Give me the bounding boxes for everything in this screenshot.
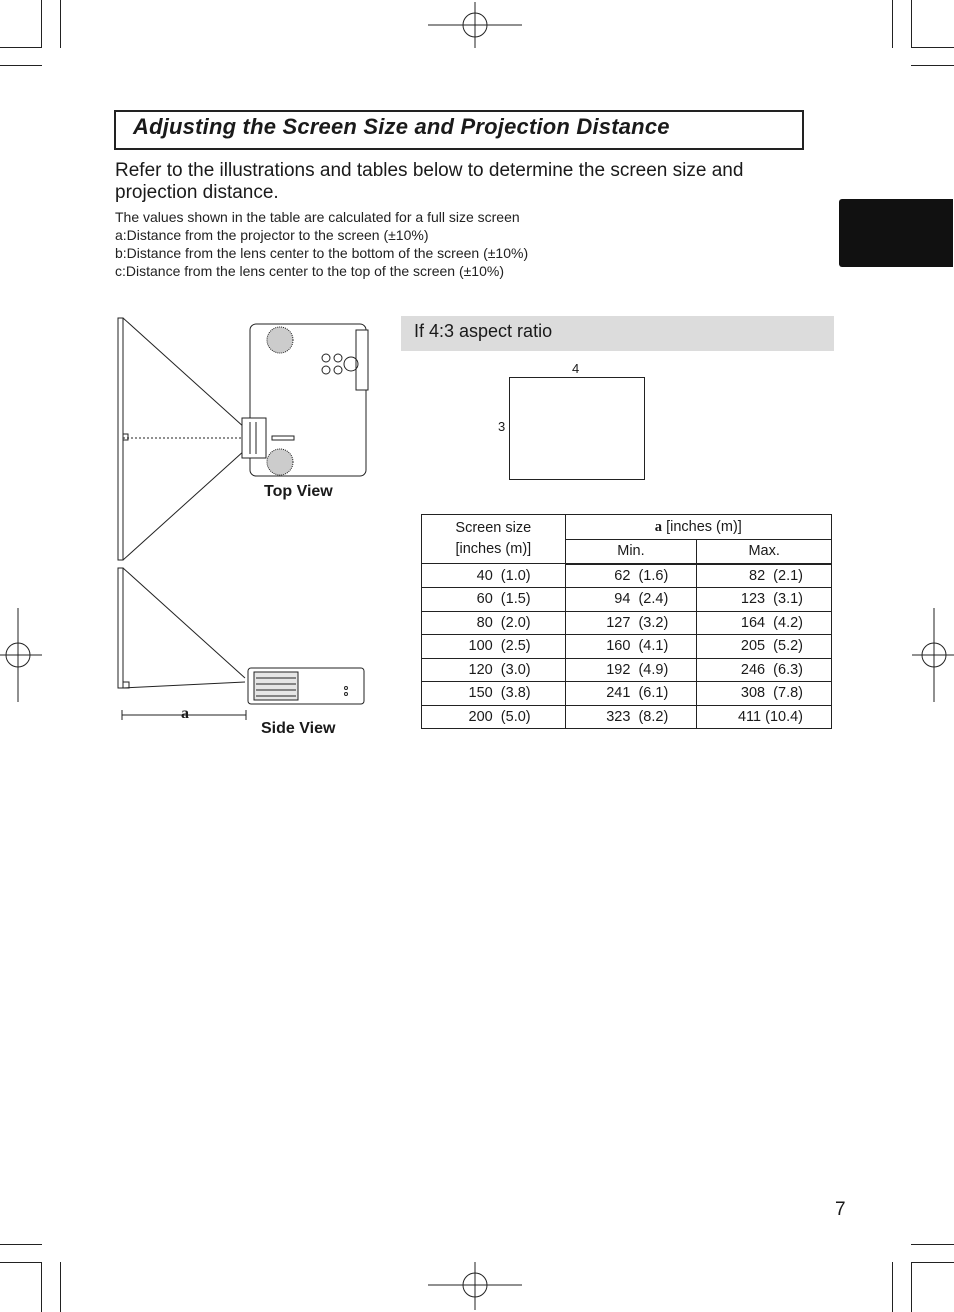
max-distance-cell: 123 (3.1)	[697, 588, 832, 612]
max-distance-cell: 411 (10.4)	[697, 705, 832, 729]
side-view-label: Side View	[261, 720, 336, 737]
max-distance-cell: 246 (6.3)	[697, 658, 832, 682]
table-row	[422, 705, 832, 729]
aspect-height-label: 3	[498, 419, 506, 434]
note-a: a:Distance from the projector to the screen (±10%)	[115, 227, 429, 243]
max-distance-cell: 205 (5.2)	[697, 635, 832, 659]
screen-size-cell: 60 (1.5)	[422, 588, 566, 612]
max-header: Max.	[697, 540, 832, 564]
min-distance-cell: 241 (6.1)	[565, 682, 697, 706]
min-distance-cell: 62 (1.6)	[565, 564, 697, 588]
screen-size-cell: 100 (2.5)	[422, 635, 566, 659]
min-distance-cell: 94 (2.4)	[565, 588, 697, 612]
aspect-ratio-header	[401, 316, 834, 351]
min-distance-cell: 160 (4.1)	[565, 635, 697, 659]
min-distance-cell: 127 (3.2)	[565, 611, 697, 635]
screen-size-header: Screen size [inches (m)]	[422, 515, 566, 564]
screen-size-cell: 200 (5.0)	[422, 705, 566, 729]
table-row	[422, 588, 832, 612]
note-c: c:Distance from the lens center to the top of the screen (±10%)	[115, 263, 504, 279]
aspect-ratio-title: If 4:3 aspect ratio	[414, 321, 553, 341]
projection-distance-table	[421, 514, 832, 729]
projection-illustration	[110, 310, 380, 750]
page-number: 7	[835, 1199, 846, 1220]
max-distance-cell: 82 (2.1)	[697, 564, 832, 588]
table-row	[422, 682, 832, 706]
page-title: Adjusting the Screen Size and Projection Distance	[133, 114, 670, 139]
note-full-size: The values shown in the table are calculated for a full size screen	[115, 209, 520, 225]
aspect-ratio-diagram	[509, 377, 645, 480]
table-row	[422, 564, 832, 588]
table-row	[422, 611, 832, 635]
top-view-label: Top View	[264, 483, 333, 500]
screen-size-cell: 150 (3.8)	[422, 682, 566, 706]
distance-label: a	[181, 705, 189, 722]
intro-text: Refer to the illustrations and tables below to determine the screen size and projection distance.	[115, 160, 744, 203]
min-header: Min.	[565, 540, 697, 564]
screen-size-cell: 40 (1.0)	[422, 564, 566, 588]
distance-group-header	[565, 515, 831, 540]
max-distance-cell: 164 (4.2)	[697, 611, 832, 635]
distance-unit: [inches (m)]	[662, 518, 742, 535]
screen-size-cell: 80 (2.0)	[422, 611, 566, 635]
screen-size-cell: 120 (3.0)	[422, 658, 566, 682]
note-b: b:Distance from the lens center to the bottom of the screen (±10%)	[115, 245, 529, 261]
min-distance-cell: 323 (8.2)	[565, 705, 697, 729]
table-row	[422, 658, 832, 682]
min-distance-cell: 192 (4.9)	[565, 658, 697, 682]
max-distance-cell: 308 (7.8)	[697, 682, 832, 706]
aspect-width-label: 4	[572, 361, 580, 376]
distance-symbol: a	[654, 518, 663, 535]
chapter-tab	[839, 199, 953, 267]
table-row	[422, 635, 832, 659]
